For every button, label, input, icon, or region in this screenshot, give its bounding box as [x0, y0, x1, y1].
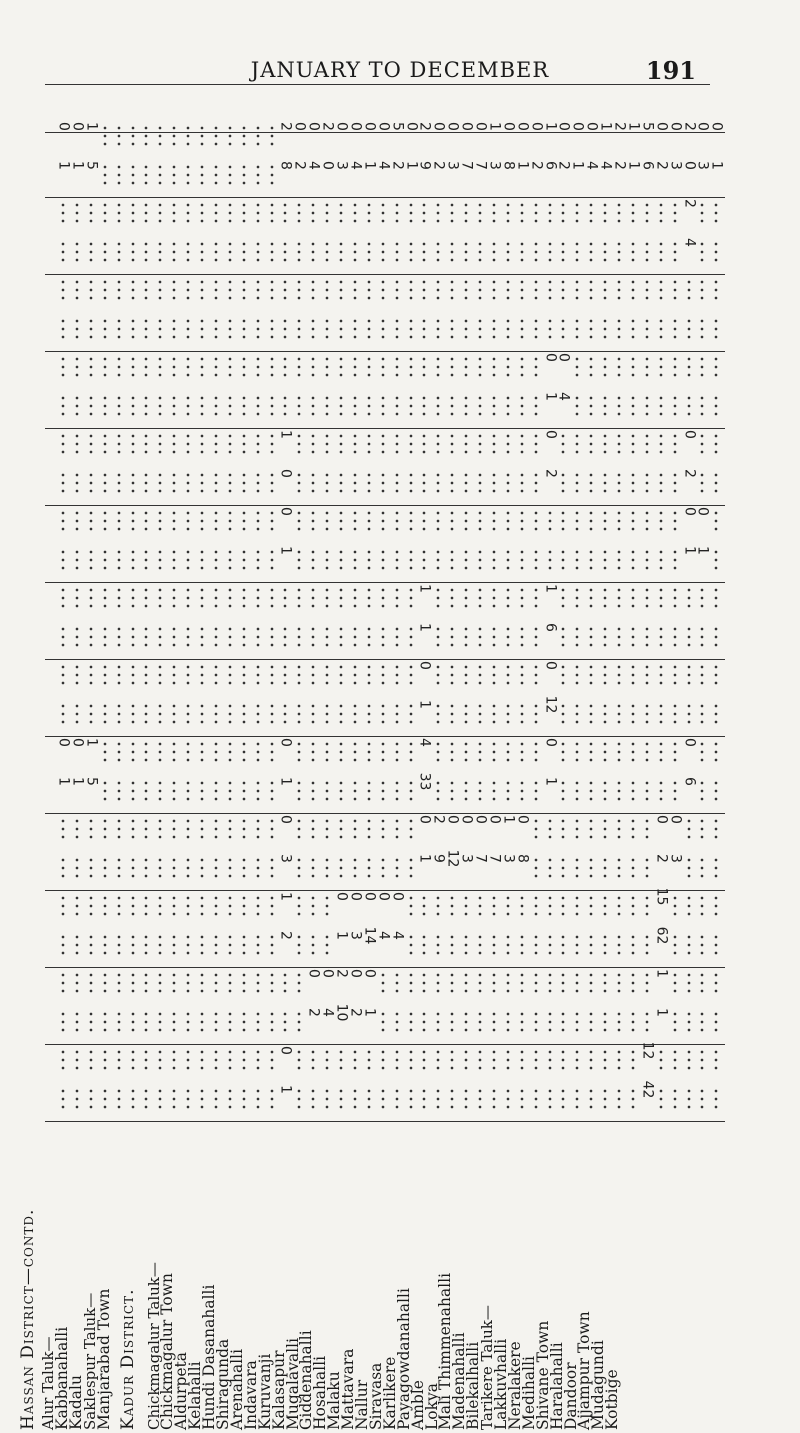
cell-value: 3 — [667, 853, 684, 863]
cell-value: 15 — [653, 887, 670, 906]
place-name: Kadalu — [66, 1375, 85, 1430]
cell-value: 4 — [347, 160, 364, 170]
cell-value: 0 — [444, 815, 461, 824]
cell-value: 0 — [277, 468, 294, 478]
cell-value: 0 — [416, 661, 433, 670]
taluk-heading: Tarikere Taluk— — [478, 1305, 497, 1430]
cell-value: 0 — [69, 122, 86, 131]
cell-value: 1 — [625, 160, 642, 170]
cell-value: 0 — [375, 892, 392, 901]
cell-value: 4 — [597, 160, 614, 170]
cell-value: 1 — [361, 1007, 378, 1017]
cell-value: 1 — [55, 776, 72, 786]
cell-value: 1 — [277, 545, 294, 555]
place-name: Siravasa — [366, 1362, 385, 1430]
cell-value: 0 — [681, 507, 697, 516]
cell-value: 0 — [291, 122, 308, 131]
cell-value: 0 — [486, 815, 503, 824]
cell-value: 4 — [319, 1007, 336, 1017]
cell-value: 0 — [361, 969, 378, 978]
cell-value: 9 — [430, 853, 447, 863]
cell-value: 1 — [542, 122, 558, 131]
cell-value: 0 — [653, 122, 670, 131]
place-name: Chickmagalur Town — [158, 1273, 177, 1430]
place-name: Hundi Dasanahalli — [200, 1284, 219, 1430]
place-name: Manjarabad Town — [94, 1288, 113, 1430]
cell-value: 3 — [486, 160, 503, 170]
cell-value: 0 — [319, 160, 336, 170]
cell-value: 6 — [542, 622, 558, 632]
cell-value: 12 — [639, 1041, 656, 1060]
cell-value: 3 — [444, 160, 461, 170]
cell-value: 12 — [444, 849, 461, 867]
place-name: Mali Thimmenahalli — [436, 1272, 455, 1430]
cell-value: 1 — [277, 776, 294, 786]
cell-value: 0 — [277, 507, 294, 516]
cell-value: 1 — [625, 122, 642, 131]
cell-value: 4 — [305, 160, 322, 170]
cell-value: 1 — [416, 853, 433, 863]
cell-value: 0 — [681, 430, 697, 439]
cell-value: 7 — [486, 853, 503, 863]
cell-value: 1 — [55, 160, 72, 170]
place-name: Shivane Town — [533, 1320, 552, 1430]
cell-value: 0 — [458, 815, 475, 824]
cell-value: 2 — [681, 122, 697, 131]
cell-value: 1 — [416, 622, 433, 632]
cell-value: 0 — [389, 892, 406, 901]
cell-value: 0 — [347, 892, 364, 901]
cell-value: 1 — [597, 122, 614, 131]
taluk-heading: Chickmagalur Taluk— — [144, 1262, 163, 1430]
place-name: Dandoor — [561, 1362, 580, 1430]
cell-value: 6 — [639, 160, 656, 170]
cell-value: 1 — [708, 160, 725, 170]
cell-value: 2 — [653, 853, 670, 863]
place-name: Amble — [408, 1380, 427, 1430]
cell-value: 1 — [514, 160, 531, 170]
cell-value: 1 — [542, 776, 558, 786]
cell-value: 4 — [416, 738, 433, 747]
cell-value: 2 — [611, 160, 628, 170]
cell-value: 0 — [55, 738, 72, 747]
cell-value: 0 — [667, 122, 684, 131]
cell-value: 3 — [333, 160, 350, 170]
cell-value: 3 — [277, 853, 294, 863]
cell-value: 4 — [375, 930, 392, 940]
cell-value: 8 — [277, 160, 294, 170]
place-name: Kabbanahalli — [52, 1326, 71, 1430]
cell-value: 0 — [305, 122, 322, 131]
cell-value: 0 — [542, 738, 558, 747]
cell-value: 3 — [347, 930, 364, 940]
place-name: Karlikere — [380, 1356, 399, 1430]
cell-value: 0 — [514, 122, 531, 131]
cell-value: 0 — [472, 122, 489, 131]
cell-value: 0 — [277, 815, 294, 824]
cell-value: 0 — [69, 738, 86, 747]
cell-value: 0 — [319, 969, 336, 978]
cell-value: 6 — [681, 776, 697, 786]
cell-value: 0 — [472, 815, 489, 824]
cell-value: 2 — [681, 468, 697, 478]
cell-value: 1 — [653, 969, 670, 978]
cell-value: 5 — [83, 776, 100, 786]
place-name: Medihalli — [519, 1355, 538, 1430]
place-name: Ajjampur Town — [575, 1311, 594, 1430]
place-name: Giddenahalli — [297, 1330, 316, 1430]
cell-value: 0 — [514, 815, 531, 824]
cell-value: 12 — [542, 695, 558, 713]
cell-value: 3 — [694, 160, 711, 170]
cell-value: 0 — [277, 1046, 294, 1055]
cell-value: 2 — [333, 969, 350, 978]
place-name: Kotbige — [603, 1369, 622, 1430]
cell-value: 14 — [361, 926, 378, 944]
cell-value: 0 — [528, 122, 545, 131]
cell-value: 0 — [708, 122, 725, 131]
cell-value: 2 — [319, 122, 336, 131]
place-name: Lokya — [422, 1382, 441, 1430]
place-name: Indavara — [241, 1360, 260, 1430]
cell-value: 1 — [681, 545, 697, 555]
cell-value: 2 — [611, 122, 628, 131]
place-name: Kuruvanji — [255, 1353, 274, 1430]
cell-value: 0 — [444, 122, 461, 131]
cell-value: 0 — [403, 122, 419, 131]
cell-value: 2 — [389, 160, 406, 170]
cell-value: 0 — [458, 122, 475, 131]
cell-value: 1 — [277, 430, 294, 439]
cell-value: 2 — [347, 1007, 364, 1017]
place-name: Madenahalli — [450, 1332, 469, 1430]
cell-value: 0 — [653, 815, 670, 824]
cell-value: 1 — [542, 391, 558, 401]
cell-value: 0 — [416, 815, 433, 824]
cell-value: 1 — [403, 160, 419, 170]
cell-value: 0 — [681, 738, 697, 747]
cell-value: 4 — [681, 237, 697, 247]
cell-value: 5 — [389, 122, 406, 131]
cell-value: 3 — [667, 160, 684, 170]
taluk-heading: Saklespur Taluk— — [80, 1292, 99, 1430]
section-heading: Kadur District. — [117, 1288, 138, 1430]
cell-value: 1 — [361, 160, 378, 170]
cell-value: 1 — [569, 160, 586, 170]
cell-value: 2 — [542, 468, 558, 478]
cell-value: 0 — [500, 122, 517, 131]
cell-value: 2 — [430, 815, 447, 824]
cell-value: 0 — [555, 122, 572, 131]
cell-value: 0 — [667, 815, 684, 824]
cell-value: 8 — [500, 160, 517, 170]
cell-value: 2 — [653, 160, 670, 170]
place-name: Lakkuvhalli — [492, 1338, 510, 1430]
cell-value: 1 — [277, 892, 294, 901]
place-name: Mattavara — [339, 1348, 358, 1430]
cell-value: 8 — [514, 853, 531, 863]
cell-value: 1 — [69, 776, 86, 786]
place-name: Hosahalli — [311, 1355, 330, 1430]
cell-value: 2 — [416, 122, 433, 131]
cell-value: 0 — [542, 353, 558, 362]
place-name: Kalasapur — [269, 1350, 288, 1430]
cell-value: 0 — [694, 122, 711, 131]
cell-value: 0 — [542, 661, 558, 670]
cell-value: 1 — [694, 545, 711, 555]
cell-value: 4 — [583, 160, 600, 170]
cell-value: 4 — [389, 930, 406, 940]
cell-value: 2 — [528, 160, 545, 170]
place-name: Shiragunda — [214, 1338, 232, 1430]
cell-value: 4 — [375, 160, 392, 170]
cell-value: 3 — [500, 853, 517, 863]
page-title: JANUARY TO DECEMBER — [250, 58, 550, 82]
cell-value: 0 — [333, 122, 350, 131]
place-name: Bilekalhalli — [464, 1341, 483, 1430]
cell-value: 33 — [416, 772, 433, 790]
cell-value: 6 — [542, 160, 558, 170]
cell-value: 1 — [416, 699, 433, 709]
cell-value: 0 — [569, 122, 586, 131]
place-name: Arenahalli — [227, 1348, 246, 1430]
cell-value: 1 — [486, 122, 503, 131]
cell-value: 1 — [416, 584, 433, 593]
cell-value: 2 — [277, 930, 294, 940]
cell-value: 1 — [542, 584, 558, 593]
cell-value: 0 — [361, 892, 378, 901]
cell-value: 7 — [472, 853, 489, 863]
cell-value: 2 — [305, 1007, 322, 1017]
cell-value: 1 — [653, 1007, 670, 1017]
place-name: Kelahalli — [186, 1361, 205, 1430]
cell-value: 5 — [639, 122, 656, 131]
cell-value: 1 — [333, 930, 350, 940]
cell-value: 0 — [361, 122, 378, 131]
place-name: Aldurpeta — [172, 1351, 191, 1430]
cell-value: 1 — [83, 122, 100, 131]
cell-value: 4 — [555, 391, 572, 401]
cell-value: 3 — [458, 853, 475, 863]
place-name: Payagowdanahalli — [394, 1288, 413, 1430]
cell-value: 9 — [416, 160, 433, 170]
cell-value: 0 — [347, 122, 364, 131]
cell-value: 0 — [347, 969, 364, 978]
cell-value: 2 — [430, 160, 447, 170]
place-name: Haralahalli — [547, 1342, 566, 1430]
cell-value: 0 — [555, 353, 572, 362]
cell-value: 0 — [583, 122, 600, 131]
section-heading: Hassan District—contd. — [18, 1208, 38, 1430]
cell-value: 2 — [291, 160, 308, 170]
place-name: Nallur — [353, 1379, 371, 1430]
place-name: Neralakere — [505, 1341, 524, 1430]
taluk-heading: Alur Taluk— — [39, 1336, 57, 1430]
cell-value: 5 — [83, 160, 100, 170]
cell-value: 0 — [375, 122, 392, 131]
cell-value: 0 — [277, 738, 294, 747]
cell-value: 7 — [472, 160, 489, 170]
place-name: Mugalavalli — [283, 1337, 302, 1430]
cell-value: 7 — [458, 160, 475, 170]
cell-value: 0 — [542, 430, 558, 439]
cell-value: 2 — [555, 160, 572, 170]
place-name: Malaku — [325, 1371, 344, 1430]
cell-value: 0 — [333, 892, 350, 901]
cell-value: 0 — [694, 507, 711, 516]
cell-value: 2 — [277, 122, 294, 131]
place-name: Mudagundi — [589, 1340, 608, 1430]
cell-value: 0 — [430, 122, 447, 131]
cell-value: 10 — [333, 1003, 350, 1021]
cell-value: 0 — [305, 969, 322, 978]
cell-value: 42 — [639, 1080, 656, 1098]
cell-value: 1 — [69, 160, 86, 170]
cell-value: 1 — [277, 1084, 294, 1094]
page-number: 191 — [645, 56, 696, 85]
cell-value: 1 — [500, 815, 517, 824]
cell-value: 0 — [55, 122, 72, 131]
cell-value: 62 — [653, 926, 670, 944]
cell-value: 1 — [83, 738, 100, 747]
cell-value: 0 — [681, 160, 697, 170]
cell-value: 2 — [681, 199, 697, 208]
